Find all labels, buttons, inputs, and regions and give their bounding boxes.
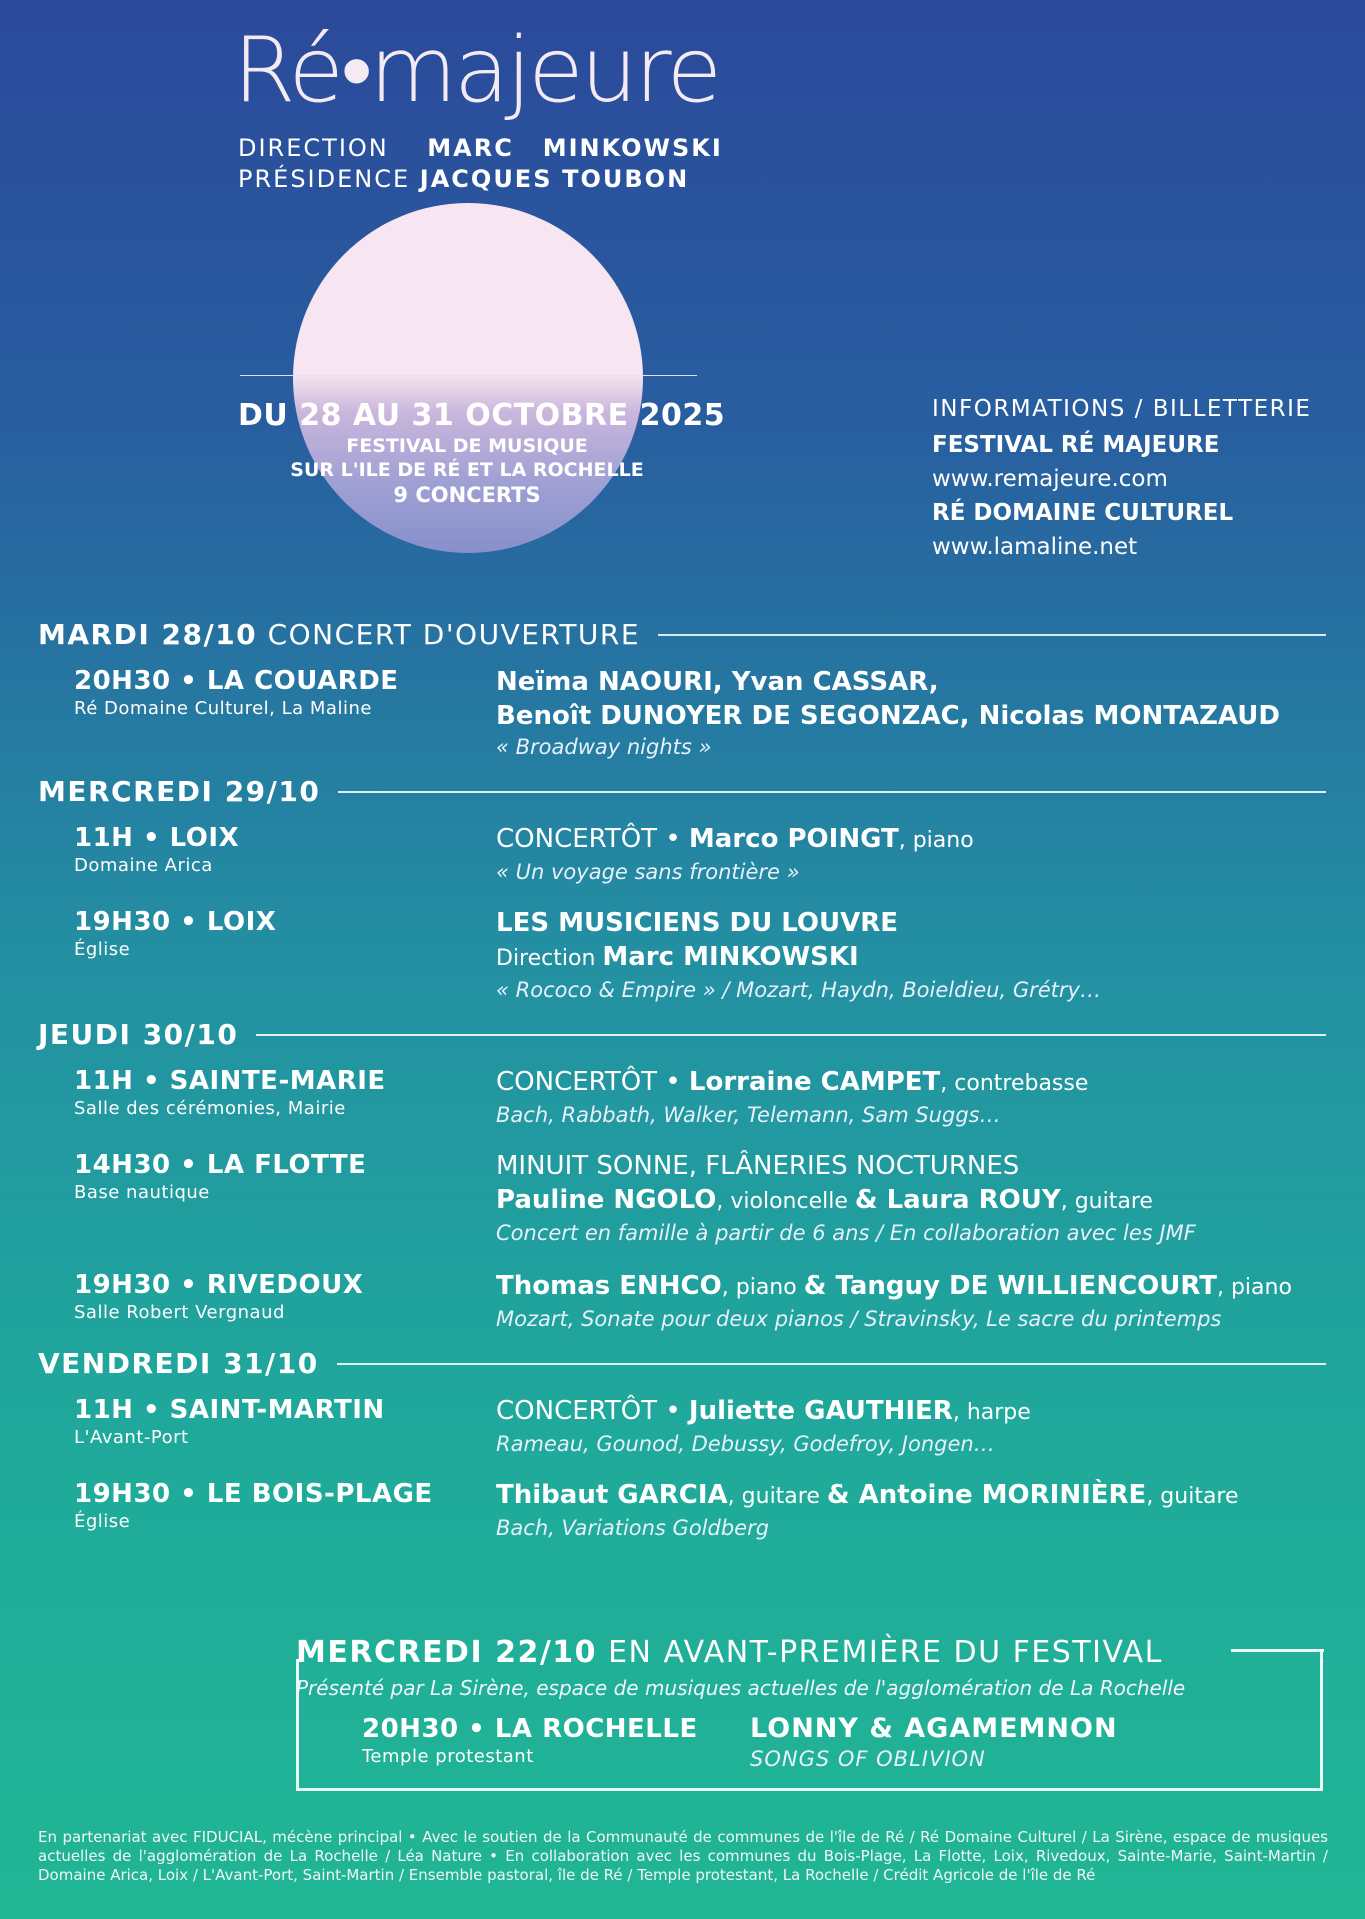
festival-dates: DU 28 AU 31 OCTOBRE 2025 FESTIVAL DE MUSIQUE SUR L'ILE DE RÉ ET LA ROCHELLE 9 CONCERTS (238, 398, 726, 507)
box-frame-top (1231, 1649, 1324, 1652)
ticket-info: INFORMATIONS / BILLETTERIE FESTIVAL RÉ MAJEURE www.remajeure.com RÉ DOMAINE CULTUREL www.lamaline.net (932, 392, 1311, 564)
presidence-line: PRÉSIDENCE JACQUES TOUBON (238, 165, 690, 193)
partners-footer: En partenariat avec FIDUCIAL, mécène principal • Avec le soutien de la Communauté de communes de l'île de Ré / Ré Domaine Culturel / La Sirène, espace de musiques actuelles de l'agglomération de La Rochelle / Léa Nature • En collaboration avec les communes du Bois-Plage, La Flotte, Loix, Rivedoux, Sainte-Marie, Saint-Martin / Domaine Arica, Loix / L'Avant-Port, Saint-Martin / Ensemble pastoral, île de Ré / Temple protestant, La Rochelle / Crédit Agricole de l'île de Ré (38, 1828, 1328, 1884)
concert-event: 11H • SAINTE-MARIE Salle des cérémonies, Mairie CONCERTÔT • Lorraine CAMPET, contrebasse Bach, Rabbath, Walker, Telemann, Sam Suggs… (74, 1066, 1089, 1127)
concert-event: 11H • LOIX Domaine Arica CONCERTÔT • Marco POINGT, piano « Un voyage sans frontière » (74, 823, 974, 884)
concert-count: 9 CONCERTS (393, 483, 541, 507)
day-header: MARDI 28/10 CONCERT D'OUVERTURE (38, 618, 1326, 651)
direction-line: DIRECTION MARC MINKOWSKI (238, 134, 723, 162)
concert-event: 20H30 • LA COUARDE Ré Domaine Culturel, La Maline Neïma NAOURI, Yvan CASSAR, Benoît DUNOYER DE SEGONZAC, Nicolas MONTAZAUD « Broadway nights » (74, 666, 1280, 759)
website-link[interactable]: www.lamaline.net (932, 534, 1138, 560)
program (38, 612, 1326, 1542)
concert-event: 19H30 • LE BOIS-PLAGE Église Thibaut GARCIA, guitare & Antoine MORINIÈRE, guitare Bach, Variations Goldberg (74, 1479, 1239, 1540)
preview-subtitle: Présenté par La Sirène, espace de musiques actuelles de l'agglomération de La Rochelle (296, 1676, 1186, 1700)
divider (256, 1034, 1326, 1036)
divider (338, 791, 1326, 793)
concert-event: 19H30 • RIVEDOUX Salle Robert Vergnaud Thomas ENHCO, piano & Tanguy DE WILLIENCOURT, piano Mozart, Sonate pour deux pianos / Stravinsky, Le sacre du printemps (74, 1270, 1292, 1331)
website-link[interactable]: www.remajeure.com (932, 466, 1168, 492)
concert-event: 11H • SAINT-MARTIN L'Avant-Port CONCERTÔT • Juliette GAUTHIER, harpe Rameau, Gounod, Debussy, Godefroy, Jongen… (74, 1395, 1031, 1456)
preview-title: MERCREDI 22/10 EN AVANT-PREMIÈRE DU FESTIVAL (296, 1635, 1163, 1670)
box-frame-corner (1320, 1649, 1323, 1663)
festival-logo: Ré•majeure (233, 18, 720, 123)
day-header: VENDREDI 31/10 (38, 1347, 1326, 1380)
horizon-line (240, 375, 697, 376)
concert-event: 19H30 • LOIX Église LES MUSICIENS DU LOUVRE Direction Marc MINKOWSKI « Rococo & Empire » / Mozart, Haydn, Boieldieu, Grétry… (74, 907, 1101, 1002)
concert-event: 20H30 • LA ROCHELLE Temple protestant LONNY & AGAMEMNON SONGS OF OBLIVION (362, 1713, 1118, 1771)
divider (337, 1363, 1326, 1365)
credits (238, 133, 723, 195)
festival-date-range: DU 28 AU 31 OCTOBRE 2025 (238, 398, 726, 433)
day-header: MERCREDI 29/10 (38, 775, 1326, 808)
divider (658, 634, 1326, 636)
concert-event: 14H30 • LA FLOTTE Base nautique MINUIT SONNE, FLÂNERIES NOCTURNES Pauline NGOLO, violoncelle & Laura ROUY, guitare Concert en famille à partir de 6 ans / En collaboration avec les JMF (74, 1150, 1196, 1245)
day-header: JEUDI 30/10 (38, 1018, 1326, 1051)
